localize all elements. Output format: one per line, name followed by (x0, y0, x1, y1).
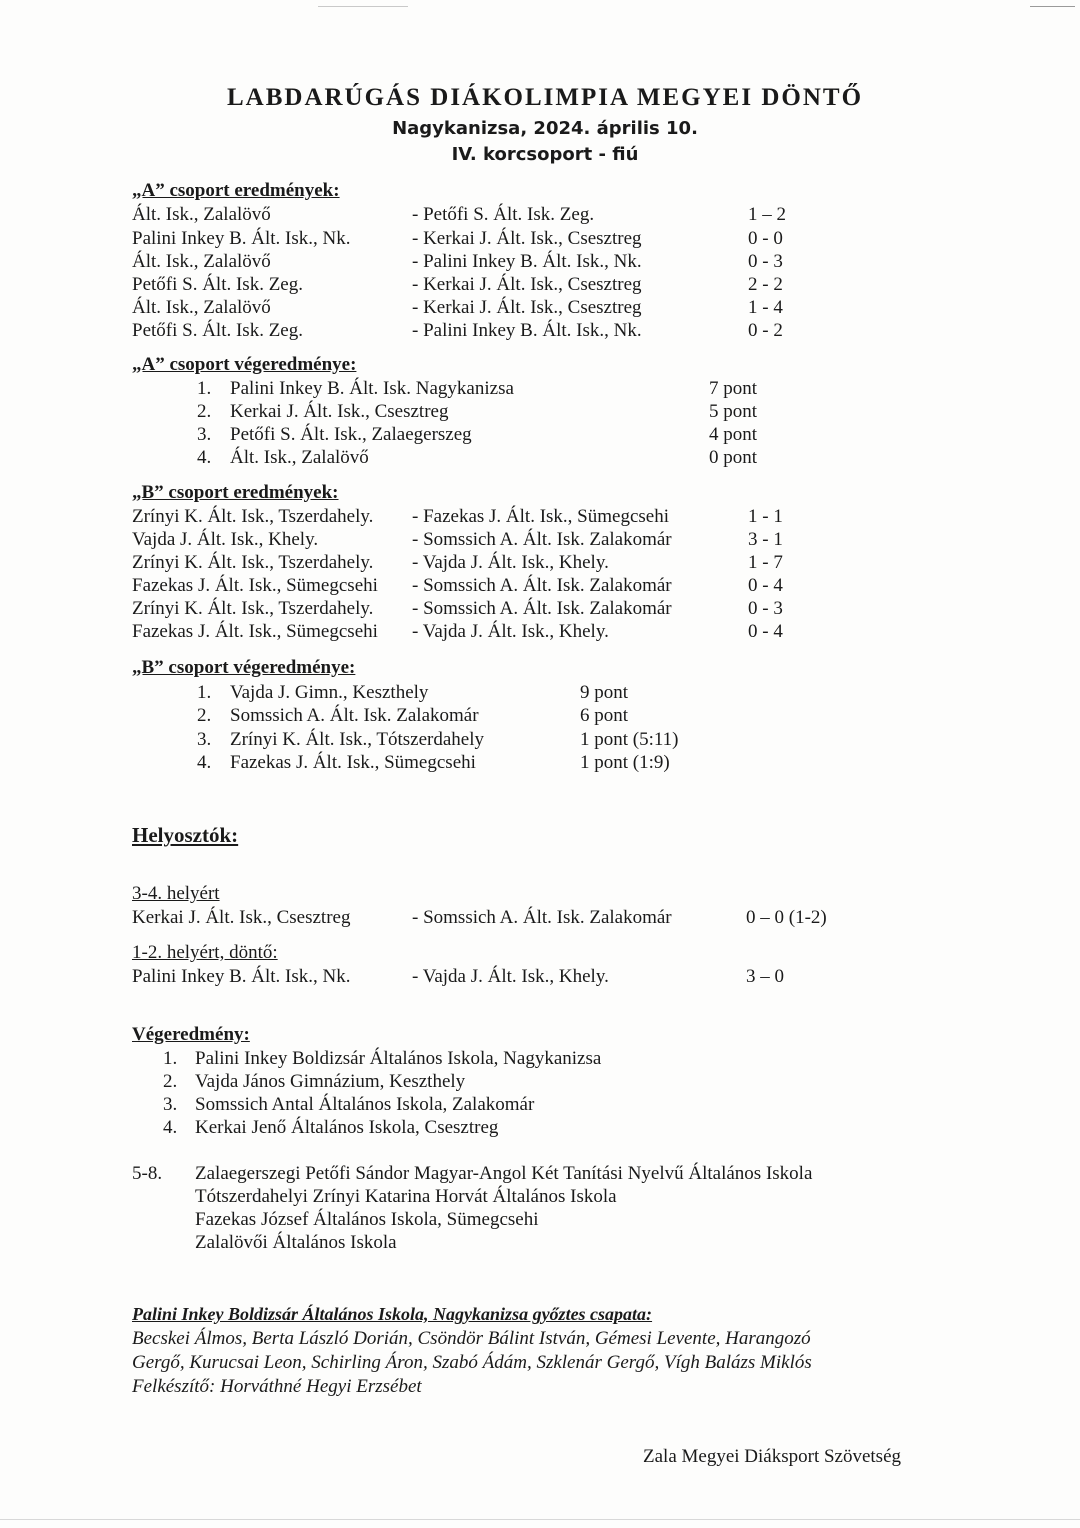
shared-rank-row (0, 1163, 1080, 1187)
score: 3 – 0 (746, 966, 784, 987)
team-name: Kerkai J. Ált. Isk., Csesztreg (230, 401, 449, 422)
match-row (0, 575, 1080, 599)
scan-artifact-top (318, 6, 408, 7)
score: 0 – 0 (1-2) (746, 907, 827, 928)
away-team: - Vajda J. Ált. Isk., Khely. (412, 552, 609, 573)
standing-row (0, 729, 1080, 753)
school-name: Kerkai Jenő Általános Iskola, Csesztreg (195, 1117, 499, 1138)
score: 0 - 2 (748, 320, 783, 341)
match-row (0, 297, 1080, 321)
school-name: Somssich Antal Általános Iskola, Zalakomár (195, 1094, 535, 1115)
away-team: - Vajda J. Ált. Isk., Khely. (412, 621, 609, 642)
final-label: 1-2. helyért, döntő: (132, 942, 278, 963)
standing-row (0, 447, 1080, 471)
team-name: Vajda J. Gimn., Keszthely (230, 682, 429, 703)
away-team: - Petőfi S. Ált. Isk. Zeg. (412, 204, 595, 225)
winning-team-heading: Palini Inkey Boldizsár Általános Iskola, Nagykanizsa győztes csapata: (132, 1304, 653, 1324)
rank: 2. (197, 705, 212, 726)
standing-row (0, 752, 1080, 776)
home-team: Kerkai J. Ált. Isk., Csesztreg (132, 907, 351, 928)
rank: 4. (197, 447, 212, 468)
coach-name: Felkészítő: Horváthné Hegyi Erzsébet (132, 1376, 422, 1397)
winning-team-players: Becskei Álmos, Berta László Dorián, Csöndör Bálint István, Gémesi Levente, Harangozó (132, 1328, 811, 1349)
home-team: Zrínyi K. Ált. Isk., Tszerdahely. (132, 598, 374, 619)
school-name: Palini Inkey Boldizsár Általános Iskola, Nagykanizsa (195, 1048, 602, 1069)
document-title: LABDARÚGÁS DIÁKOLIMPIA MEGYEI DÖNTŐ (226, 84, 864, 111)
match-row (0, 529, 1080, 553)
final-match (0, 966, 1080, 990)
away-team: - Palini Inkey B. Ált. Isk., Nk. (412, 251, 642, 272)
final-rank-row (0, 1117, 1080, 1141)
group-a-standings-heading: „A” csoport végeredménye: (132, 354, 357, 375)
score: 3 - 1 (748, 529, 783, 550)
scan-artifact-bottom (0, 1519, 1080, 1520)
away-team: - Vajda J. Ált. Isk., Khely. (412, 966, 609, 987)
away-team: - Somssich A. Ált. Isk. Zalakomár (412, 907, 672, 928)
away-team: - Kerkai J. Ált. Isk., Csesztreg (412, 297, 642, 318)
score: 0 - 3 (748, 598, 783, 619)
points: 0 pont (709, 447, 758, 468)
rank: 3. (197, 424, 212, 445)
score: 0 - 0 (748, 228, 783, 249)
team-name: Zrínyi K. Ált. Isk., Tótszerdahely (230, 729, 484, 750)
school-name: Tótszerdahelyi Zrínyi Katarina Horvát Általános Iskola (195, 1186, 617, 1207)
points: 6 pont (580, 705, 629, 726)
rank: 1. (163, 1048, 178, 1069)
match-row (0, 598, 1080, 622)
home-team: Palini Inkey B. Ált. Isk., Nk. (132, 228, 351, 249)
rank: 2. (197, 401, 212, 422)
rank: 2. (163, 1071, 178, 1092)
score: 0 - 4 (748, 621, 783, 642)
third-place-label: 3-4. helyért (132, 883, 220, 904)
final-rank-row (0, 1048, 1080, 1072)
home-team: Palini Inkey B. Ált. Isk., Nk. (132, 966, 351, 987)
rank: 1. (197, 378, 212, 399)
footer-organization: Zala Megyei Diáksport Szövetség (643, 1446, 902, 1467)
home-team: Petőfi S. Ált. Isk. Zeg. (132, 320, 303, 341)
shared-rank-row (0, 1186, 1080, 1210)
rank: 1. (197, 682, 212, 703)
score: 0 - 3 (748, 251, 783, 272)
team-name: Fazekas J. Ált. Isk., Sümegcsehi (230, 752, 476, 773)
shared-rank-row (0, 1209, 1080, 1233)
away-team: - Somssich A. Ált. Isk. Zalakomár (412, 575, 672, 596)
score: 1 - 1 (748, 506, 783, 527)
points: 1 pont (1:9) (580, 752, 670, 773)
match-row (0, 552, 1080, 576)
score: 1 - 7 (748, 552, 783, 573)
home-team: Zrínyi K. Ált. Isk., Tszerdahely. (132, 506, 374, 527)
home-team: Ált. Isk., Zalalövő (132, 297, 271, 318)
shared-rank: 5-8. (132, 1163, 163, 1184)
match-row (0, 251, 1080, 275)
team-name: Somssich A. Ált. Isk. Zalakomár (230, 705, 479, 726)
away-team: - Palini Inkey B. Ált. Isk., Nk. (412, 320, 642, 341)
score: 1 - 4 (748, 297, 783, 318)
away-team: - Somssich A. Ált. Isk. Zalakomár (412, 598, 672, 619)
match-row (0, 320, 1080, 344)
home-team: Vajda J. Ált. Isk., Khely. (132, 529, 319, 550)
standing-row (0, 378, 1080, 402)
points: 7 pont (709, 378, 758, 399)
home-team: Fazekas J. Ált. Isk., Sümegcsehi (132, 621, 378, 642)
match-row (0, 204, 1080, 228)
home-team: Zrínyi K. Ált. Isk., Tszerdahely. (132, 552, 374, 573)
home-team: Ált. Isk., Zalalövő (132, 251, 271, 272)
score: 1 – 2 (748, 204, 786, 225)
standing-row (0, 705, 1080, 729)
location-date: Nagykanizsa, 2024. április 10. (392, 118, 698, 139)
team-name: Ált. Isk., Zalalövő (230, 447, 369, 468)
home-team: Petőfi S. Ált. Isk. Zeg. (132, 274, 303, 295)
third-place-match (0, 907, 1080, 931)
points: 4 pont (709, 424, 758, 445)
away-team: - Kerkai J. Ált. Isk., Csesztreg (412, 274, 642, 295)
standing-row (0, 682, 1080, 706)
away-team: - Kerkai J. Ált. Isk., Csesztreg (412, 228, 642, 249)
score: 0 - 4 (748, 575, 783, 596)
final-results-heading: Végeredmény: (132, 1024, 250, 1045)
group-a-results-heading: „A” csoport eredmények: (132, 180, 340, 201)
group-b-results-heading: „B” csoport eredmények: (132, 482, 339, 503)
points: 9 pont (580, 682, 629, 703)
rank: 4. (163, 1117, 178, 1138)
school-name: Zalalövői Általános Iskola (195, 1232, 397, 1253)
away-team: - Somssich A. Ált. Isk. Zalakomár (412, 529, 672, 550)
points: 1 pont (5:11) (580, 729, 679, 750)
placement-heading: Helyosztók: (132, 823, 239, 847)
rank: 3. (197, 729, 212, 750)
group-b-standings-heading: „B” csoport végeredménye: (132, 657, 356, 678)
points: 5 pont (709, 401, 758, 422)
age-category: IV. korcsoport - fiú (451, 144, 639, 165)
scan-artifact-corner (1030, 6, 1075, 7)
standing-row (0, 401, 1080, 425)
match-row (0, 274, 1080, 298)
home-team: Fazekas J. Ált. Isk., Sümegcsehi (132, 575, 378, 596)
final-rank-row (0, 1094, 1080, 1118)
team-name: Palini Inkey B. Ált. Isk. Nagykanizsa (230, 378, 514, 399)
school-name: Fazekas József Általános Iskola, Sümegcsehi (195, 1209, 539, 1230)
home-team: Ált. Isk., Zalalövő (132, 204, 271, 225)
match-row (0, 621, 1080, 645)
shared-rank-row (0, 1232, 1080, 1256)
winning-team-players: Gergő, Kurucsai Leon, Schirling Áron, Szabó Ádám, Szklenár Gergő, Vígh Balázs Miklós (132, 1352, 812, 1373)
rank: 3. (163, 1094, 178, 1115)
match-row (0, 506, 1080, 530)
rank: 4. (197, 752, 212, 773)
match-row (0, 228, 1080, 252)
team-name: Petőfi S. Ált. Isk., Zalaegerszeg (230, 424, 472, 445)
final-rank-row (0, 1071, 1080, 1095)
away-team: - Fazekas J. Ált. Isk., Sümegcsehi (412, 506, 669, 527)
standing-row (0, 424, 1080, 448)
school-name: Zalaegerszegi Petőfi Sándor Magyar-Angol Két Tanítási Nyelvű Általános Iskola (195, 1163, 813, 1184)
score: 2 - 2 (748, 274, 783, 295)
school-name: Vajda János Gimnázium, Keszthely (195, 1071, 466, 1092)
